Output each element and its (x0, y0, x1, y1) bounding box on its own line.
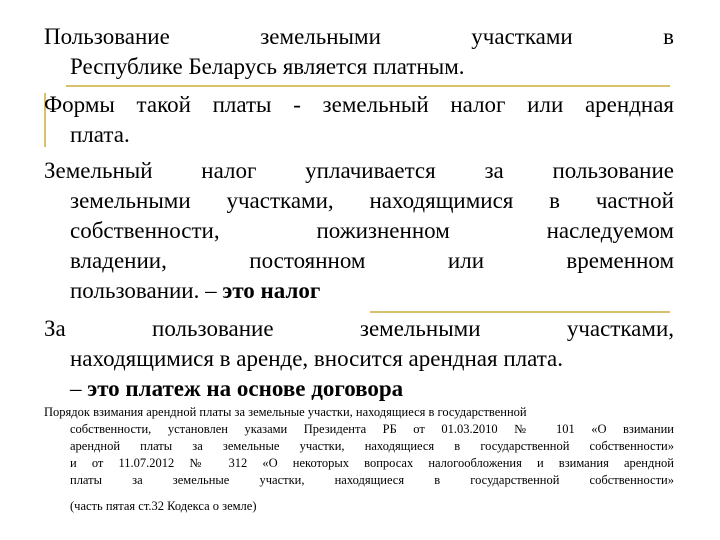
paragraph-3-line-3: собственности, пожизненном наследуемом (70, 218, 674, 243)
paragraph-4-line-1: За пользование земельными участками, (44, 316, 674, 341)
contract-payment-emphasis: это платеж на основе договора (87, 376, 404, 401)
footnote-line-1: Порядок взимания арендной платы за земельные участки, находящиеся в государственной (44, 405, 527, 419)
paragraph-4 (44, 314, 674, 404)
paragraph-3-line-1: Земельный налог уплачивается за пользование (44, 158, 674, 183)
footnote-line-2: собственности, установлен указами Президента РБ от 01.03.2010 № 101 «О взимании (70, 422, 674, 436)
accent-line-middle (370, 311, 670, 313)
paragraph-1-line-2: Республике Беларусь является платным. (70, 54, 465, 79)
paragraph-2-line-1: Формы такой платы - земельный налог или арендная (44, 92, 674, 117)
paragraph-1 (44, 22, 674, 82)
footnote-line-4: и от 11.07.2012 № 312 «О некоторых вопросах налогообложения и взимания арендной (70, 456, 674, 470)
paragraph-3-line-2: земельными участками, находящимися в частной (70, 188, 674, 213)
footnote-line-3: арендной платы за земельные участки, находящиеся в государственной собственности» (70, 439, 674, 453)
paragraph-1-line-1: Пользование земельными участками в (44, 24, 674, 49)
paragraph-4-line-3-text: – (70, 376, 88, 401)
paragraph-3-line-4: владении, постоянном или временном (70, 248, 674, 273)
footnote-source: (часть пятая ст.32 Кодекса о земле) (70, 499, 257, 513)
paragraph-4-line-3 (44, 374, 674, 404)
footnote (44, 404, 674, 489)
paragraph-3 (44, 156, 674, 306)
footnote-line-5: платы за земельные участки, находящиеся в государственной собственности» (70, 473, 674, 487)
paragraph-4-line-2: находящимися в аренде, вносится арендная плата. (70, 346, 564, 371)
paragraph-3-line-5 (44, 276, 674, 306)
tax-emphasis: это налог (222, 278, 321, 303)
paragraph-2 (44, 90, 674, 150)
paragraph-3-line-5-text: пользовании. – (70, 278, 223, 303)
paragraph-2-line-2: плата. (70, 122, 130, 147)
accent-line-top (66, 85, 670, 87)
